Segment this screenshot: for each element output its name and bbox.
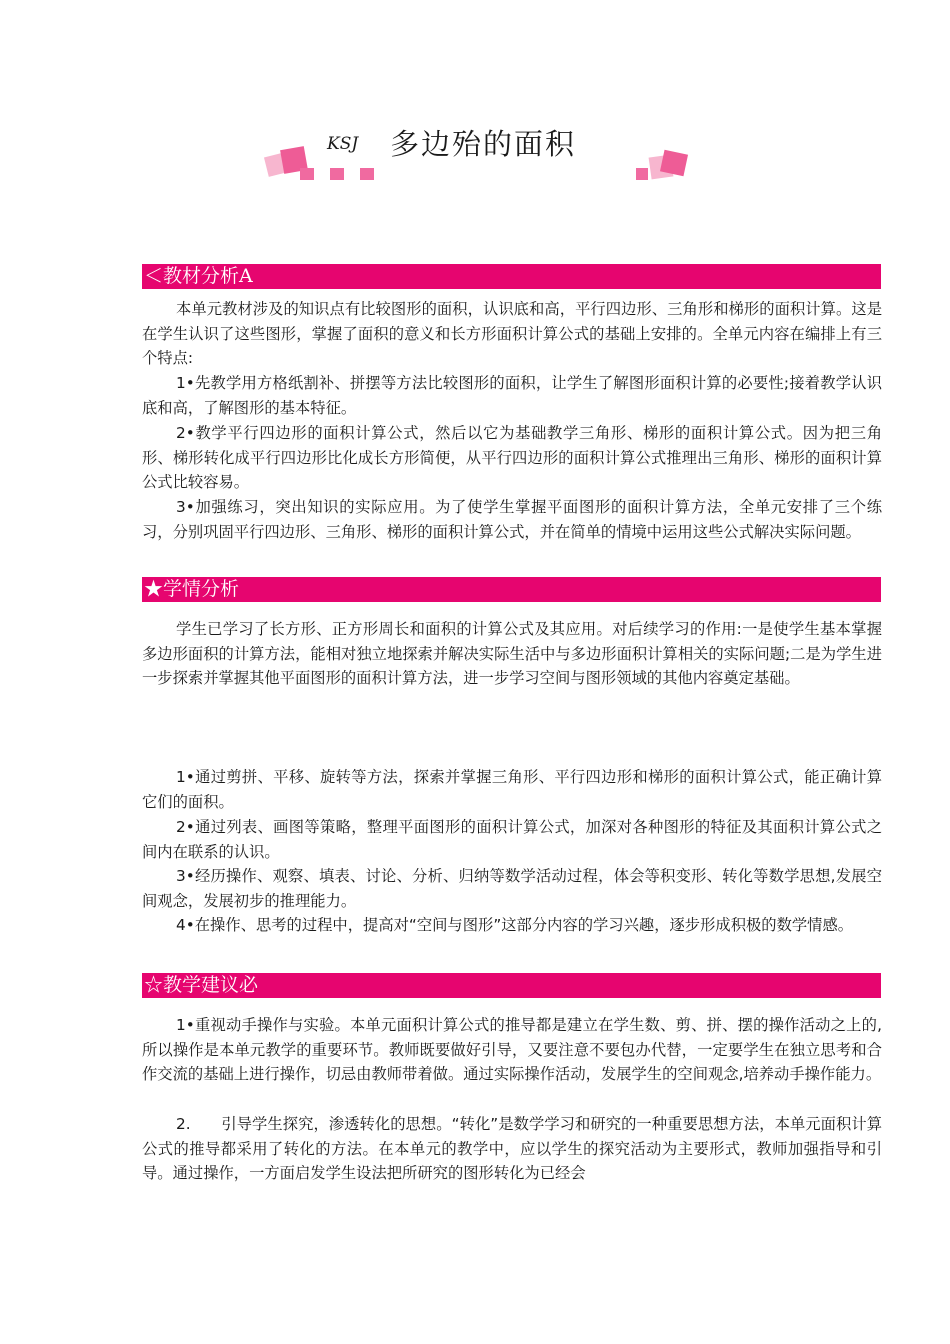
- section-heading-learning-analysis: ★学情分析: [142, 577, 881, 602]
- paragraph: 1•先教学用方格纸割补、拼摆等方法比较图形的面积，让学生了解图形面积计算的必要性;接着教学认识底和高，了解图形的基本特征。: [142, 374, 882, 417]
- section-heading-textbook-analysis: ＜教材分析A: [142, 264, 881, 289]
- paragraph: 2. 引导学生探究，渗透转化的思想。“转化”是数学学习和研究的一种重要思想方法，本单元面积计算公式的推导都采用了转化的方法。在本单元的教学中，应以学生的探究活动为主要形式，教师加强指导和引导。通过操作，一方面启发学生设法把所研究的图形转化为已经会: [142, 1115, 882, 1183]
- paragraph: 本单元教材涉及的知识点有比较图形的面积，认识底和高，平行四边形、三角形和梯形的面积计算。这是在学生认识了这些图形，掌握了面积的意义和长方形面积计算公式的基础上安排的。全单元内容在编排上有三个特点:: [142, 300, 882, 368]
- paragraph: 4•在操作、思考的过程中，提高对“空间与图形”这部分内容的学习兴趣，逐步形成积极的数学情感。: [176, 916, 854, 934]
- paragraph: 1•重视动手操作与实验。本单元面积计算公式的推导都是建立在学生数、剪、拼、摆的操作活动之上的,所以操作是本单元教学的重要环节。教师既要做好引导，又要注意不要包办代替，一定要学生在独立思考和合作交流的基础上进行操作，切忌由教师带着做。通过实际操作活动，发展学生的空间观念,培养动手操作能力。: [142, 1016, 882, 1084]
- paragraph: 2•通过列表、画图等策略，整理平面图形的面积计算公式，加深对各种图形的特征及其面积计算公式之间内在联系的认识。: [142, 818, 882, 861]
- right-decoration: [632, 150, 692, 186]
- paragraph: 3•经历操作、观察、填表、讨论、分析、归纳等数学活动过程，体会等积变形、转化等数学思想,发展空间观念，发展初步的推理能力。: [142, 867, 882, 910]
- paragraph: 1•通过剪拼、平移、旋转等方法，探索并掌握三角形、平行四边形和梯形的面积计算公式，能正确计算它们的面积。: [142, 768, 882, 811]
- left-decoration: [260, 148, 380, 188]
- page-title: 多边殆的面积: [390, 127, 577, 161]
- section-heading-teaching-suggestions: ☆教学建议必: [142, 973, 881, 998]
- paragraph: 学生已学习了长方形、正方形周长和面积的计算公式及其应用。对后续学习的作用:一是使学生基本掌握多边形面积的计算方法，能相对独立地探索并解决实际生活中与多边形面积计算相关的实际问题;二是为学生进一步探索并掌握其他平面图形的面积计算方法，进一步学习空间与图形领域的其他内容奠定基础。: [142, 620, 882, 688]
- paragraph: 2•教学平行四边形的面积计算公式，然后以它为基础教学三角形、梯形的面积计算公式。因为把三角形、梯形转化成平行四边形比化成长方形简便，从平行四边形的面积计算公式推理出三角形、梯形的面积计算公式比较容易。: [142, 424, 882, 492]
- paragraph: 3•加强练习，突出知识的实际应用。为了使学生掌握平面图形的面积计算方法，全单元安排了三个练习，分别巩固平行四边形、三角形、梯形的面积计算公式，并在简单的情境中运用这些公式解决实际问题。: [142, 498, 882, 541]
- title-prefix: KSJ: [327, 134, 359, 154]
- title-area: [0, 118, 950, 188]
